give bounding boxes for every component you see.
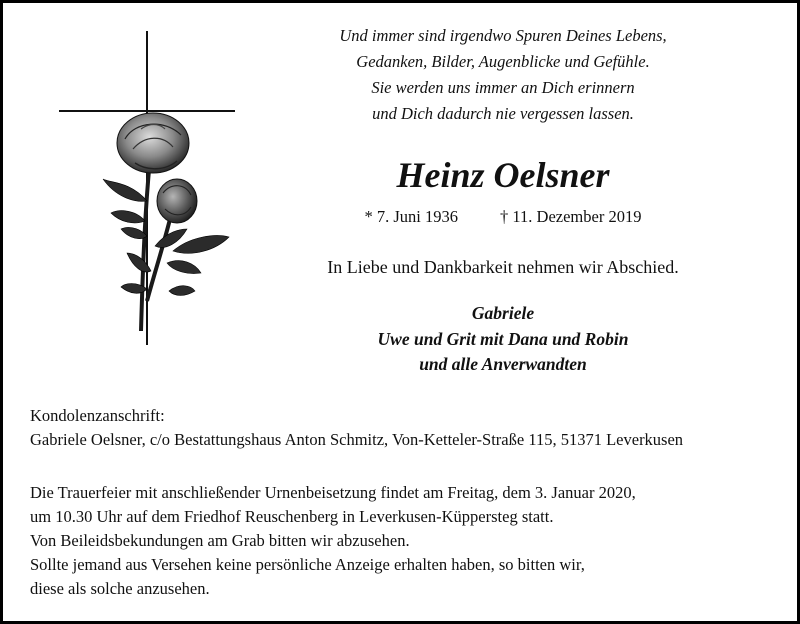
funeral-info-block [30, 481, 636, 601]
mourners-list [303, 301, 703, 378]
funeral-line: Sollte jemand aus Versehen keine persönliche Anzeige erhalten haben, so bitten wir, [30, 555, 585, 574]
poem-line: Und immer sind irgendwo Spuren Deines Lebens, [339, 26, 667, 45]
mourner-line: Gabriele [471, 303, 535, 323]
condolence-address: Gabriele Oelsner, c/o Bestattungshaus Anton Schmitz, Von-Ketteler-Straße 115, 51371 Leverkusen [30, 430, 684, 449]
funeral-line: diese als solche anzusehen. [30, 579, 210, 598]
death-date: † 11. Dezember 2019 [500, 207, 642, 226]
mourner-line: Uwe und Grit mit Dana und Robin [377, 328, 629, 349]
funeral-line: Die Trauerfeier mit anschließender Urnenbeisetzung findet am Freitag, dem 3. Januar 2020, [30, 483, 636, 502]
farewell-text: In Liebe und Dankbarkeit nehmen wir Abschied. [327, 257, 679, 277]
poem [303, 23, 703, 127]
poem-line: Sie werden uns immer an Dich erinnern [371, 78, 635, 97]
poem-line: und Dich dadurch nie vergessen lassen. [372, 104, 634, 123]
funeral-line: um 10.30 Uhr auf dem Friedhof Reuschenberg in Leverkusen-Küppersteg statt. [30, 507, 554, 526]
condolence-address-block [30, 404, 683, 452]
funeral-line: Von Beileidsbekundungen am Grab bitten wir abzusehen. [30, 531, 410, 550]
birth-date: * 7. Juni 1936 [364, 207, 459, 226]
poem-line: Gedanken, Bilder, Augenblicke und Gefühle. [356, 52, 650, 71]
life-dates [303, 206, 703, 228]
condolence-label: Kondolenzanschrift: [30, 406, 165, 425]
mourner-line: und alle Anverwandten [419, 354, 587, 374]
deceased-name: Heinz Oelsner [396, 155, 610, 195]
cross-with-roses-icon [55, 31, 235, 347]
